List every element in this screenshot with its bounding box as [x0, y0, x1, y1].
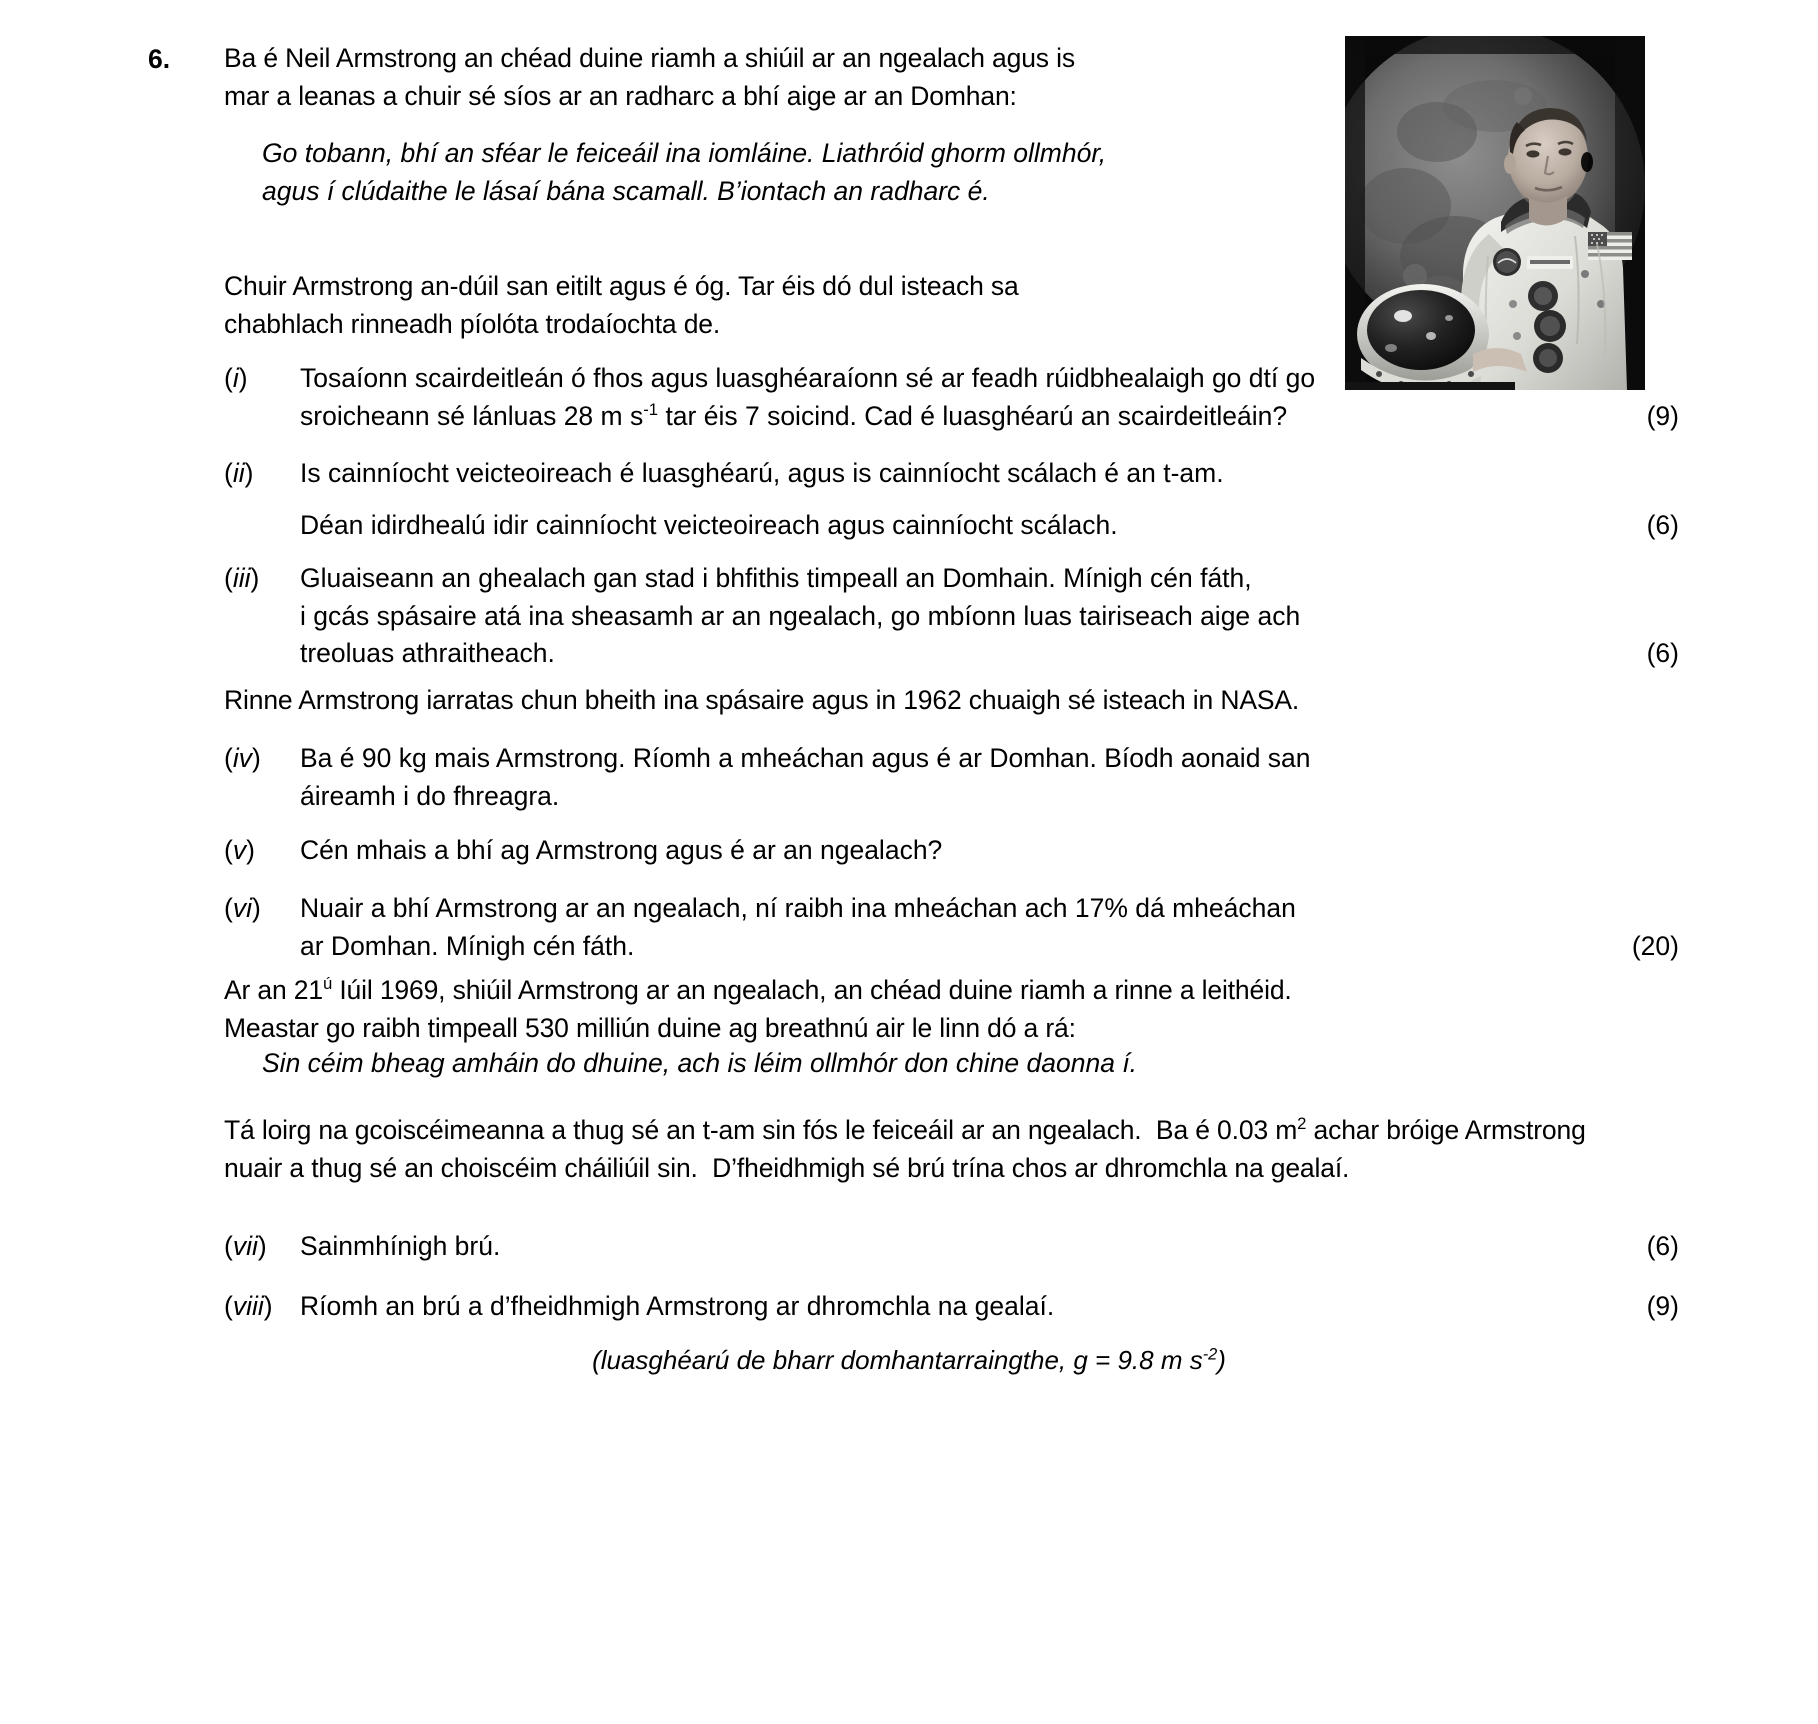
armstrong-quote-small-step: Sin céim bheag amháin do dhuine, ach is léim ollmhór don chine daonna í.: [262, 1048, 1138, 1078]
part-iii-label: (iii): [224, 563, 260, 593]
part-viii-line1: [300, 1288, 1679, 1326]
part-v-label: (v): [224, 835, 255, 865]
part-v: [224, 832, 1679, 870]
part-viii-body: [300, 1288, 1679, 1326]
part-vi-body: [300, 890, 1679, 965]
nasa-patch: [1493, 248, 1521, 276]
part-vi-line1: Nuair a bhí Armstrong ar an ngealach, ní raibh ina mheáchan ach 17% dá mheáchan: [300, 893, 1296, 923]
square-exponent: 2: [1297, 1114, 1307, 1134]
part-i-exponent: -1: [643, 399, 659, 419]
part-vii-label: (vii): [224, 1231, 267, 1261]
part-ii-line2-text: Déan idirdhealú idir cainníocht veicteoireach agus cainníocht scálach.: [300, 509, 1118, 540]
part-i-line1: Tosaíonn scairdeitleán ó fhos agus luasghéaraíonn sé ar feadh rúidbhealaigh go dtí go: [300, 363, 1316, 393]
part-iii: [224, 560, 1679, 673]
part-vi-marks: (20): [1631, 930, 1679, 961]
part-i-marks: (9): [1646, 400, 1679, 431]
armstrong-quote-earth-view: Go tobann, bhí an sféar le feiceáil ina iomláine. Liathróid ghorm ollmhór, agus í clúdaithe le lásaí bána scamall. B’iontach an radharc é.: [262, 138, 1107, 207]
part-iii-line1: Gluaiseann an ghealach gan stad i bhfithis timpeall an Domhain. Mínigh cén fáth,: [300, 563, 1252, 593]
part-vii-body: [300, 1228, 1679, 1266]
part-viii: [224, 1288, 1679, 1326]
paragraph-nasa: Rinne Armstrong iarratas chun bheith ina spásaire agus in 1962 chuaigh sé isteach in NASA.: [224, 685, 1300, 715]
part-vi-line2: [300, 928, 1679, 966]
part-vi: [224, 890, 1679, 965]
part-vi-line2-text: ar Domhan. Mínigh cén fáth.: [300, 930, 635, 961]
part-iv-line2: áireamh i do fhreagra.: [300, 780, 560, 811]
part-v-body: [300, 832, 1679, 870]
part-vi-label: (vi): [224, 893, 261, 923]
part-viii-marks: (9): [1646, 1291, 1679, 1321]
part-ii-line2: [300, 507, 1679, 545]
part-ii-label: (ii): [224, 458, 254, 488]
part-ii-line1: Is cainníocht veicteoireach é luasghéarú, agus is cainníocht scálach é an t-am.: [300, 458, 1224, 488]
paragraph-flight-career: Chuir Armstrong an-dúil san eitilt agus é óg. Tar éis dó dul isteach sa chabhlach rinneadh píolóta trodaíochta de.: [224, 271, 1019, 339]
question-intro-paragraph: Ba é Neil Armstrong an chéad duine riamh a shiúil ar an ngealach agus is mar a leanas a chuir sé síos ar an radharc a bhí aige ar an Domhan:: [224, 43, 1075, 111]
space-helmet: [1357, 284, 1489, 390]
part-ii-body: [300, 455, 1679, 544]
gravity-constant-note: (luasghéarú de bharr domhantarraingthe, g = 9.8 m $s^{-2}$): [592, 1345, 1226, 1375]
part-iii-line2: i gcás spásaire atá ina sheasamh ar an ngealach, go mbíonn luas tairiseach aige ach: [300, 600, 1301, 631]
part-iv: [224, 740, 1679, 815]
part-iii-marks: (6): [1646, 638, 1679, 669]
ordinal-suffix-u: ú: [322, 974, 333, 994]
paragraph-moonwalk-line1: Ar an $21^ú$ Iúil 1969, shiúil Armstrong ar an ngealach, an chéad duine riamh a rinne a leithéid.: [224, 974, 1292, 1005]
us-flag-patch: [1588, 232, 1632, 260]
part-vii-line1-text: Sainmhínigh brú.: [300, 1231, 501, 1261]
part-iii-line3: [300, 635, 1679, 673]
part-vii-line1: [300, 1228, 1679, 1266]
part-iv-label: (iv): [224, 743, 261, 773]
armstrong-photo: [1345, 36, 1645, 390]
part-v-line1: Cén mhais a bhí ag Armstrong agus é ar an ngealach?: [300, 835, 943, 865]
part-viii-label: (viii): [224, 1291, 273, 1321]
part-viii-line1-text: Ríomh an brú a d’fheidhmigh Armstrong ar dhromchla na gealaí.: [300, 1291, 1055, 1321]
paragraph-footprint: Tá loirg na gcoiscéimeanna a thug sé an t-am sin fós le feiceáil ar an ngealach. Ba é 0.03 $m^2$ achar bróige Armstrong nuair a thug sé an choiscéim cháiliúil sin. D’fheidhmigh sé brú trína chos ar dhromchla na gealaí.: [224, 1114, 1586, 1183]
paragraph-moonwalk: [224, 972, 1679, 1047]
part-ii: [224, 455, 1679, 544]
gravity-exponent: -2: [1202, 1345, 1218, 1364]
part-vii: [224, 1228, 1679, 1266]
part-iii-line3-text: treoluas athraitheach.: [300, 638, 555, 669]
part-ii-marks: (6): [1646, 509, 1679, 540]
part-i-label: (i): [224, 363, 248, 393]
part-i-line2-prefix: sroicheann sé lánluas 28 m s: [300, 400, 644, 431]
part-iii-body: [300, 560, 1679, 673]
part-i-line2-suffix: tar éis 7 soicind. Cad é luasghéarú an scairdeitleáin?: [658, 400, 1288, 431]
part-iv-body: [300, 740, 1679, 815]
part-i-line2: [300, 398, 1679, 436]
question-number: 6.: [148, 44, 171, 74]
paragraph-moonwalk-line2: Meastar go raibh timpeall 530 milliún duine ag breathnú air le linn dó a rá:: [224, 1012, 1076, 1043]
armstrong-photo-illustration: [1345, 36, 1645, 390]
part-iv-line1: Ba é 90 kg mais Armstrong. Ríomh a mheáchan agus é ar Domhan. Bíodh aonaid san: [300, 743, 1311, 773]
part-vii-marks: (6): [1646, 1231, 1679, 1261]
